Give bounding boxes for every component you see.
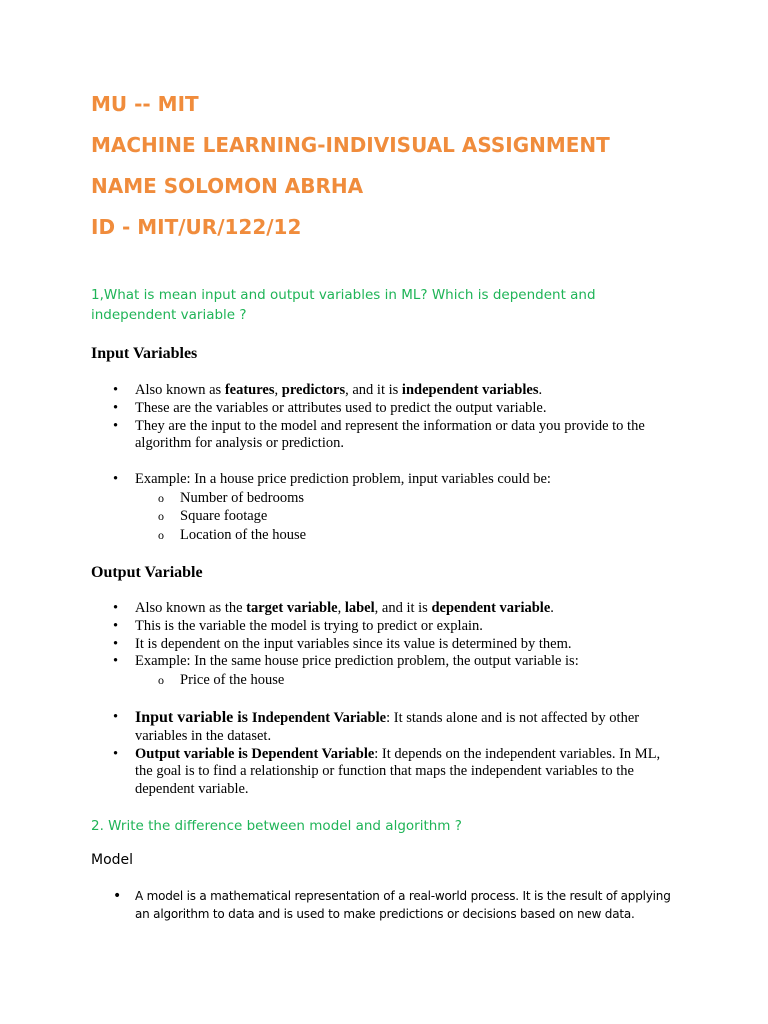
list-item: • This is the variable the model is trying to predict or explain. xyxy=(91,618,671,636)
input-variables-list xyxy=(91,382,671,453)
sub-list-item: o Square footage xyxy=(135,507,671,526)
output-variable-heading: Output Variable xyxy=(91,564,203,581)
input-example-list xyxy=(91,471,671,544)
sub-list-item: o Number of bedrooms xyxy=(135,489,671,508)
list-item: • These are the variables or attributes used to predict the output variable. xyxy=(91,400,671,418)
question-2: 2. Write the difference between model and algorithm ? xyxy=(91,818,462,834)
list-item: • Example: In a house price prediction problem, input variables could be: o Number of bedrooms o Square footage o Location of the house xyxy=(91,471,671,544)
model-heading: Model xyxy=(91,852,134,868)
list-item: • Example: In the same house price prediction problem, the output variable is: o Price of the house xyxy=(91,653,671,689)
assignment-title: MACHINE LEARNING-INDIVISUAL ASSIGNMENT xyxy=(91,133,610,157)
question-1: 1,What is mean input and output variables in ML? Which is dependent and independent variable ? xyxy=(91,287,596,323)
output-variable-list xyxy=(91,600,671,690)
example-sublist xyxy=(135,489,671,545)
sub-list-item: o Location of the house xyxy=(135,526,671,545)
list-item: • A model is a mathematical representation of a real-world process. It is the result of applying an algorithm to data and is used to make predictions or decisions based on new data. xyxy=(91,887,671,923)
list-item: • They are the input to the model and represent the information or data you provide to the algorithm for analysis or prediction. xyxy=(91,418,671,454)
student-id: ID - MIT/UR/122/12 xyxy=(91,215,302,239)
model-list xyxy=(91,887,671,923)
list-item: • Also known as the target variable, label, and it is dependent variable. xyxy=(91,600,671,618)
course-heading: MU -- MIT xyxy=(91,92,199,116)
sub-list-item: o Price of the house xyxy=(135,671,671,690)
list-item: • Input variable is Independent Variable: It stands alone and is not affected by other variables in the dataset. xyxy=(91,709,671,746)
summary-list xyxy=(91,709,671,799)
list-item: • Also known as features, predictors, and it is independent variables. xyxy=(91,382,671,400)
list-item: • It is dependent on the input variables since its value is determined by them. xyxy=(91,636,671,654)
student-name: NAME SOLOMON ABRHA xyxy=(91,174,364,198)
list-item: • Output variable is Dependent Variable: It depends on the independent variables. In ML, the goal is to find a relationship or function that maps the independent variables to the dependent variable. xyxy=(91,746,671,799)
input-variables-heading: Input Variables xyxy=(91,345,198,362)
example-sublist xyxy=(135,671,671,690)
